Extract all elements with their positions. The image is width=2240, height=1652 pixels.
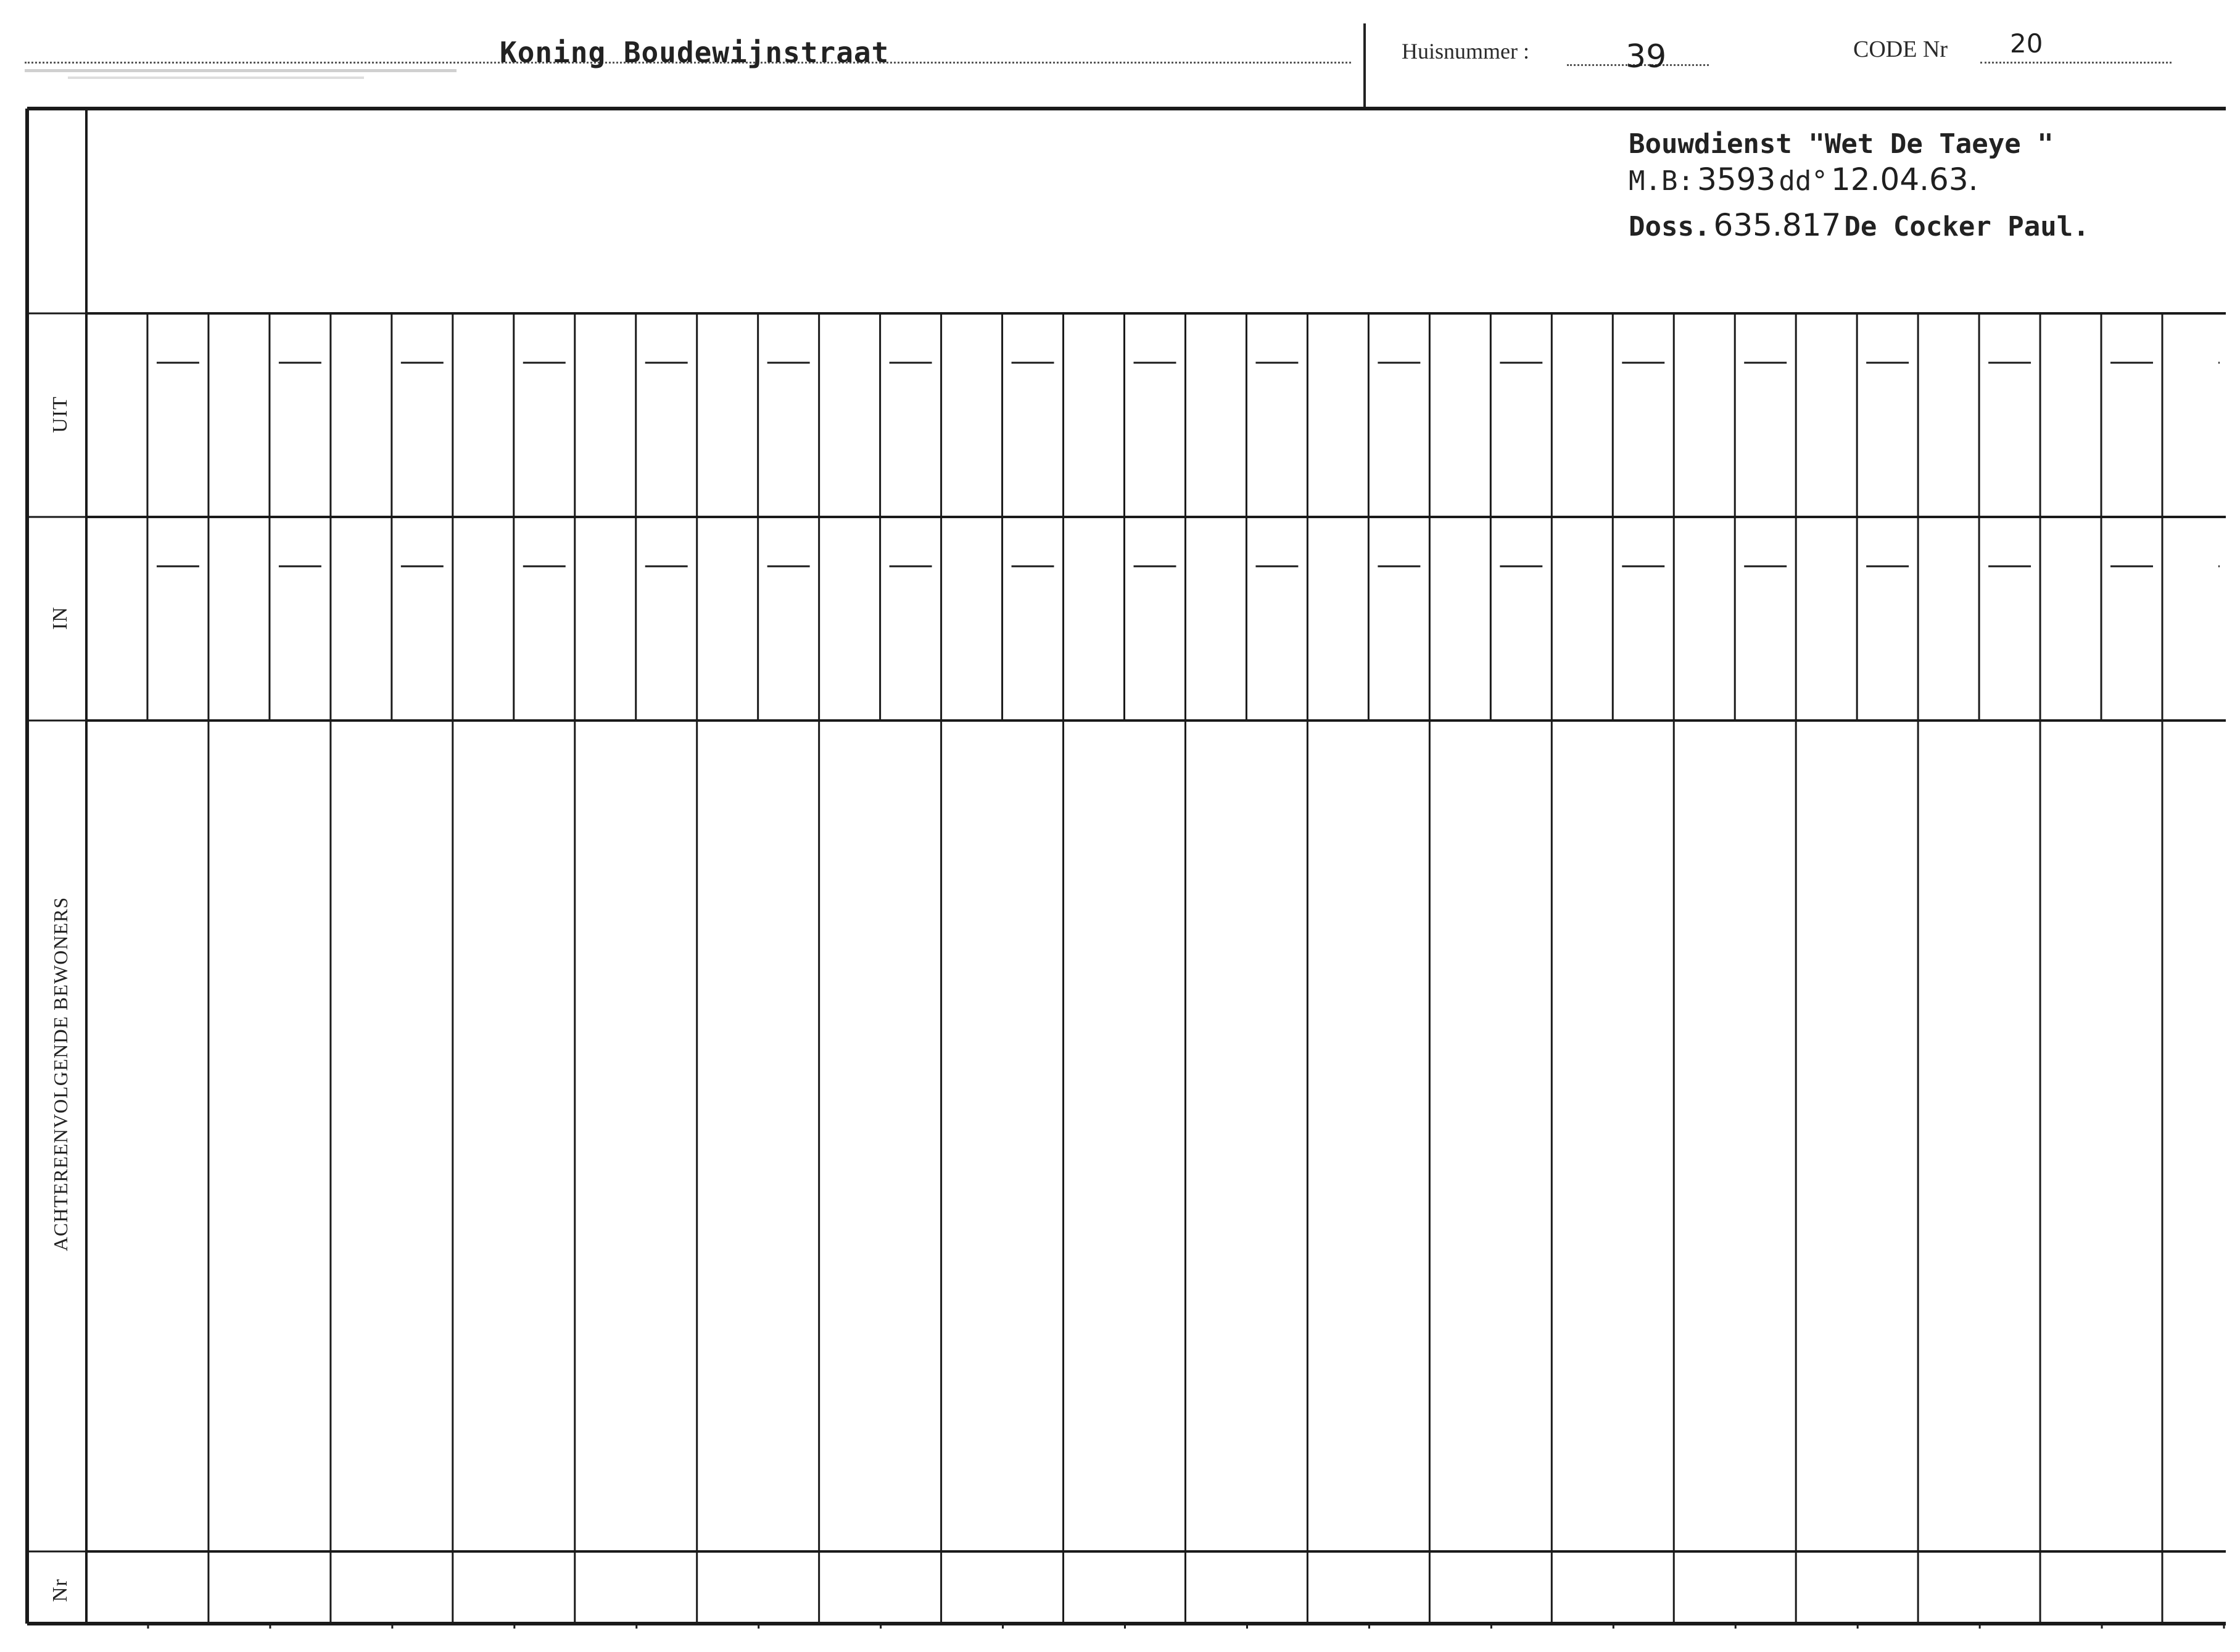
annotation-mb-number: 3593 xyxy=(1697,162,1776,197)
annotation-line-3 xyxy=(1629,207,2089,243)
annotation-line-1: Bouwdienst "Wet De Taeye " xyxy=(1629,128,2054,160)
code-label: CODE Nr xyxy=(1853,36,1948,62)
annotation-line-2 xyxy=(1629,162,1978,197)
annotation-date: 12.04.63. xyxy=(1830,162,1978,197)
row-label-in: IN xyxy=(49,606,72,630)
house-number-label: Huisnummer : xyxy=(1402,39,1529,64)
annotation-doss-label: Doss. xyxy=(1629,211,1711,242)
annotation-dd-label: dd° xyxy=(1779,165,1828,197)
code-number-value: 20 xyxy=(2010,28,2043,59)
row-label-uit: UIT xyxy=(49,396,72,433)
annotation-mb-label: M.B: xyxy=(1629,165,1694,197)
annotation-owner-name: De Cocker Paul. xyxy=(1844,211,2089,242)
street-name: Koning Boudewijnstraat xyxy=(500,36,890,69)
annotation-doss-number: 635.817 xyxy=(1713,207,1841,243)
row-label-residents: ACHTEREENVOLGENDE BEWONERS xyxy=(49,896,72,1252)
row-label-nr: Nr xyxy=(49,1579,72,1602)
house-number-value: 39 xyxy=(1626,38,1667,75)
